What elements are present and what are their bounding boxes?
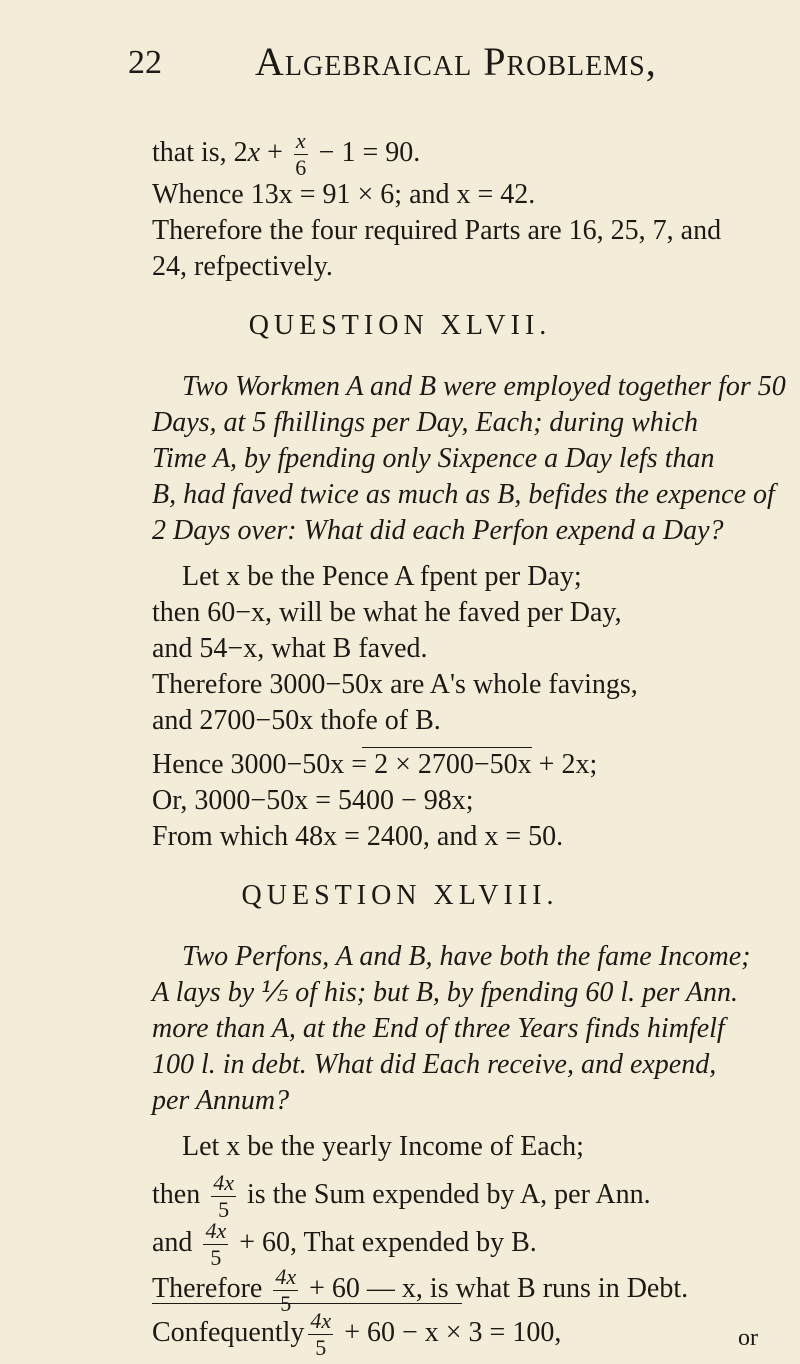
therefore-post: + 60 — x, is what B runs in Debt. bbox=[309, 1272, 689, 1304]
frac-num-a: 4x bbox=[213, 1170, 234, 1195]
fraction-4x-5-d bbox=[308, 1310, 333, 1359]
fraction-4x-5-c bbox=[273, 1266, 298, 1315]
q47-solution-line-4: Therefore 3000−50x are A's whole favings, bbox=[152, 669, 638, 700]
eq1-var: x bbox=[247, 136, 261, 168]
eq1-frac-num: x bbox=[295, 128, 306, 153]
then-post: is the Sum expended by A, per Ann. bbox=[246, 1178, 651, 1210]
therefore-pre: Therefore bbox=[152, 1272, 263, 1304]
conseq-pre: Confequently bbox=[152, 1316, 305, 1348]
q47-solution-line-1: Let x be the Pence A fpent per Day; bbox=[182, 561, 582, 592]
frac-den-d: 5 bbox=[315, 1335, 327, 1360]
question-48-heading: QUESTION XLVIII. bbox=[241, 880, 559, 911]
equation-line-2: Whence 13x = 91 × 6; and x = 42. bbox=[152, 179, 536, 210]
text-line-3: Therefore the four required Parts are 16, 25, 7, and bbox=[152, 215, 722, 246]
running-title: Algebraical Problems, bbox=[255, 39, 657, 84]
q47-solution-line-6: Hence 3000−50x = 2 × 2700−50x + 2x; bbox=[152, 749, 598, 780]
question-47-heading: QUESTION XLVII. bbox=[248, 310, 552, 341]
and-post: + 60, That expended by B. bbox=[239, 1226, 537, 1258]
q47-solution-line-8: From which 48x = 2400, and x = 50. bbox=[152, 821, 564, 852]
q48-problem-line-4: 100 l. in debt. What did Each receive, and expend, bbox=[152, 1049, 717, 1080]
q47-problem-line-2: Days, at 5 fhillings per Day, Each; during which bbox=[152, 407, 698, 438]
q47-solution-line-3: and 54−x, what B faved. bbox=[152, 633, 428, 664]
eq1-fraction bbox=[294, 130, 308, 179]
catchword: or bbox=[738, 1325, 758, 1351]
page-number: 22 bbox=[128, 44, 162, 81]
equation-line-1 bbox=[152, 130, 420, 179]
q48-then-line bbox=[152, 1172, 651, 1221]
conseq-post: + 60 − x × 3 = 100, bbox=[344, 1316, 562, 1348]
q48-problem-line-5: per Annum? bbox=[152, 1085, 290, 1116]
eq1-plus: + bbox=[267, 136, 283, 168]
q48-problem-line-3: more than A, at the End of three Years finds himfelf bbox=[152, 1013, 725, 1044]
and-pre: and bbox=[152, 1226, 193, 1258]
vinculum-rule-2 bbox=[152, 1303, 462, 1304]
frac-num-b: 4x bbox=[205, 1218, 227, 1243]
q48-solution-intro: Let x be the yearly Income of Each; bbox=[182, 1131, 584, 1162]
frac-num-c: 4x bbox=[275, 1264, 297, 1289]
q47-solution-line-2: then 60−x, will be what he faved per Day, bbox=[152, 597, 622, 628]
frac-den-a: 5 bbox=[218, 1197, 230, 1222]
running-head bbox=[0, 38, 800, 98]
frac-den-c: 5 bbox=[280, 1291, 292, 1316]
q48-problem-line-1: Two Perfons, A and B, have both the fame Income; bbox=[182, 941, 751, 972]
eq1-frac-den: 6 bbox=[295, 155, 307, 180]
q47-problem-line-4: B, had faved twice as much as B, befides the expence of bbox=[152, 479, 775, 510]
q48-problem-line-2: A lays by ⅕ of his; but B, by fpending 60 l. per Ann. bbox=[152, 977, 739, 1008]
q47-problem-line-1: Two Workmen A and B were employed together for 50 bbox=[182, 371, 786, 402]
frac-num-d: 4x bbox=[310, 1308, 332, 1333]
q47-solution-line-7: Or, 3000−50x = 5400 − 98x; bbox=[152, 785, 474, 816]
eq1-post: − 1 = 90. bbox=[318, 136, 421, 168]
then-pre: then bbox=[152, 1178, 201, 1210]
q47-solution-line-5: and 2700−50x thofe of B. bbox=[152, 705, 441, 736]
q48-and-line bbox=[152, 1220, 537, 1269]
eq1-pre: that is, 2 bbox=[152, 136, 248, 168]
q47-problem-line-3: Time A, by fpending only Sixpence a Day lefs than bbox=[152, 443, 715, 474]
text-line-4: 24, refpectively. bbox=[152, 251, 333, 282]
frac-den-b: 5 bbox=[210, 1245, 222, 1270]
fraction-4x-5-b bbox=[203, 1220, 228, 1269]
q48-therefore-line bbox=[152, 1266, 688, 1315]
q48-consequently-line bbox=[152, 1310, 561, 1359]
fraction-4x-5-a bbox=[211, 1172, 236, 1221]
q47-problem-line-5: 2 Days over: What did each Perfon expend a Day? bbox=[152, 515, 724, 546]
